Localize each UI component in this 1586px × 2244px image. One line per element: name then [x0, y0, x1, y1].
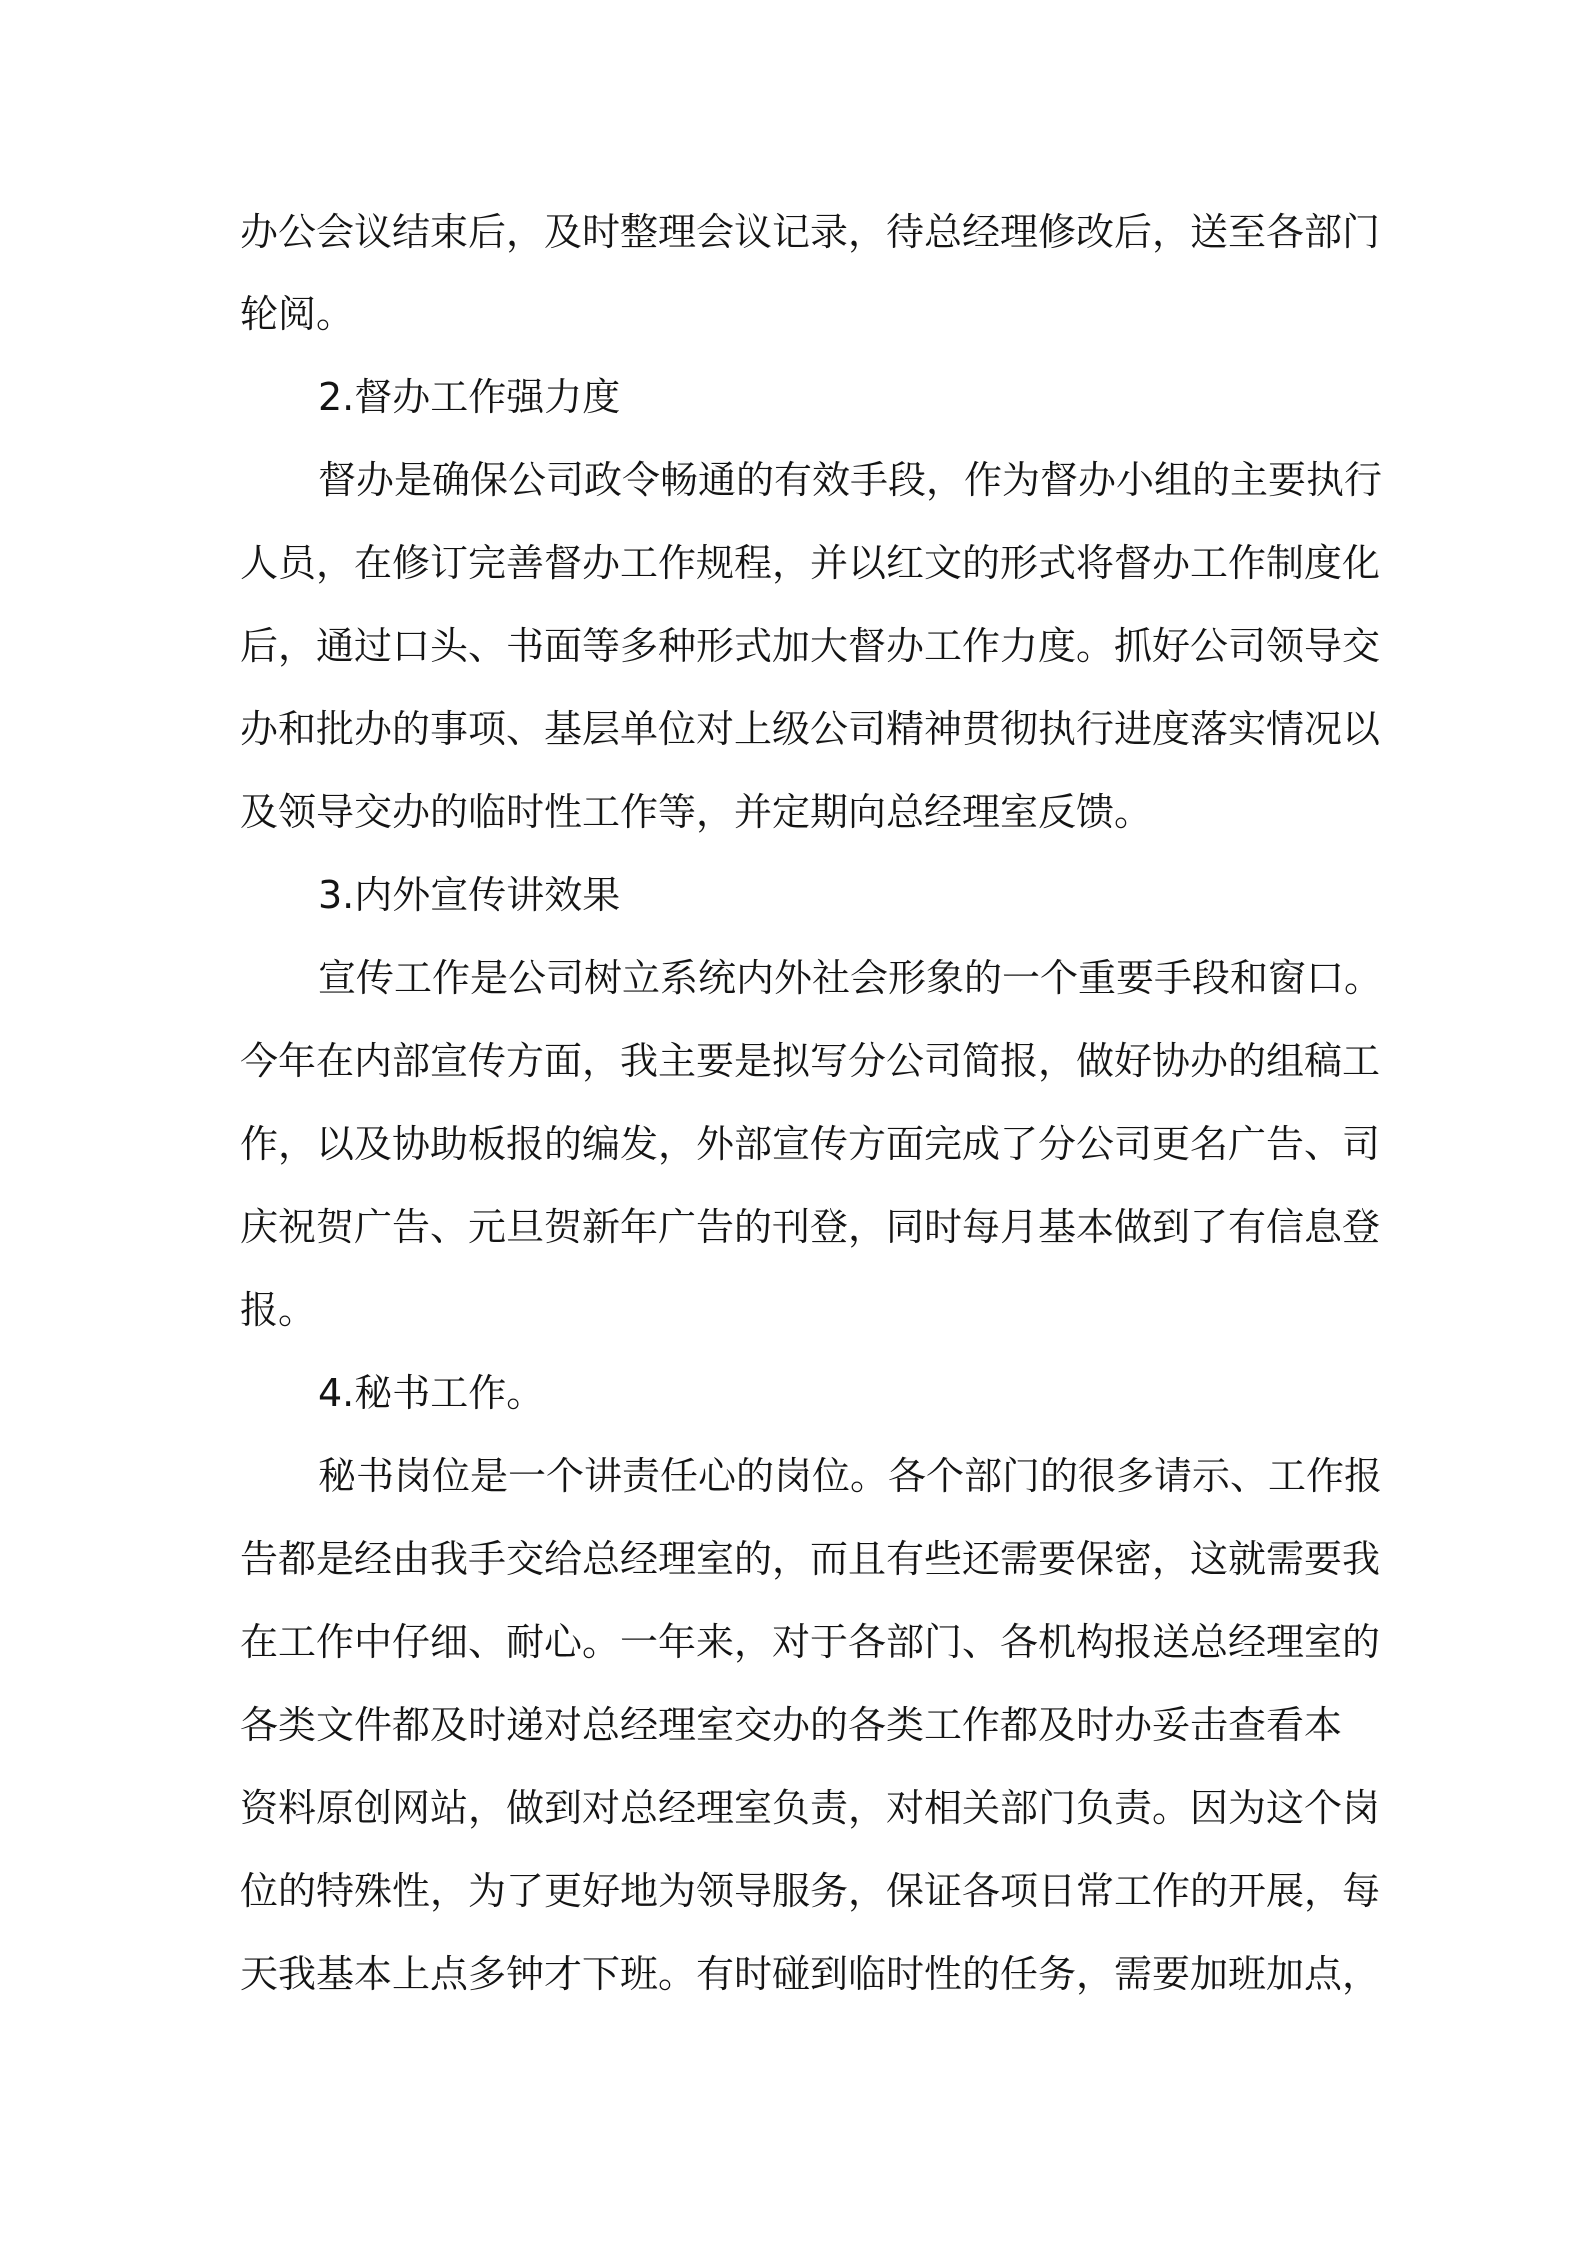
section-heading: 4.秘书工作。	[318, 1371, 545, 1415]
text-line: 在工作中仔细、耐心。一年来，对于各部门、各机构报送总经理室的	[240, 1620, 1381, 1664]
section-heading: 3.内外宣传讲效果	[318, 873, 621, 917]
text-line: 各类文件都及时递对总经理室交办的各类工作都及时办妥击查看本	[240, 1703, 1343, 1747]
text-line: 今年在内部宣传方面，我主要是拟写分公司简报，做好协办的组稿工	[240, 1039, 1381, 1083]
text-line: 轮阅。	[240, 292, 355, 336]
section-heading: 2.督办工作强力度	[318, 375, 621, 419]
text-line: 督办是确保公司政令畅通的有效手段，作为督办小组的主要执行	[318, 458, 1383, 502]
text-line: 位的特殊性，为了更好地为领导服务，保证各项日常工作的开展，每	[240, 1869, 1381, 1913]
text-line: 及领导交办的临时性工作等，并定期向总经理室反馈。	[240, 790, 1153, 834]
text-line: 资料原创网站，做到对总经理室负责，对相关部门负责。因为这个岗	[240, 1786, 1381, 1830]
text-line: 秘书岗位是一个讲责任心的岗位。各个部门的很多请示、工作报	[318, 1454, 1383, 1498]
text-line: 天我基本上点多钟才下班。有时碰到临时性的任务，需要加班加点，	[240, 1952, 1381, 1996]
text-line: 作，以及协助板报的编发，外部宣传方面完成了分公司更名广告、司	[240, 1122, 1381, 1166]
text-line: 后，通过口头、书面等多种形式加大督办工作力度。抓好公司领导交	[240, 624, 1381, 668]
text-line: 告都是经由我手交给总经理室的，而且有些还需要保密，这就需要我	[240, 1537, 1381, 1581]
text-line: 人员，在修订完善督办工作规程，并以红文的形式将督办工作制度化	[240, 541, 1381, 585]
text-line: 庆祝贺广告、元旦贺新年广告的刊登，同时每月基本做到了有信息登	[240, 1205, 1381, 1249]
text-line: 办和批办的事项、基层单位对上级公司精神贯彻执行进度落实情况以	[240, 707, 1381, 751]
text-line: 宣传工作是公司树立系统内外社会形象的一个重要手段和窗口。	[318, 956, 1383, 1000]
text-line: 报。	[240, 1288, 317, 1332]
text-line: 办公会议结束后，及时整理会议记录，待总经理修改后，送至各部门	[240, 210, 1381, 254]
